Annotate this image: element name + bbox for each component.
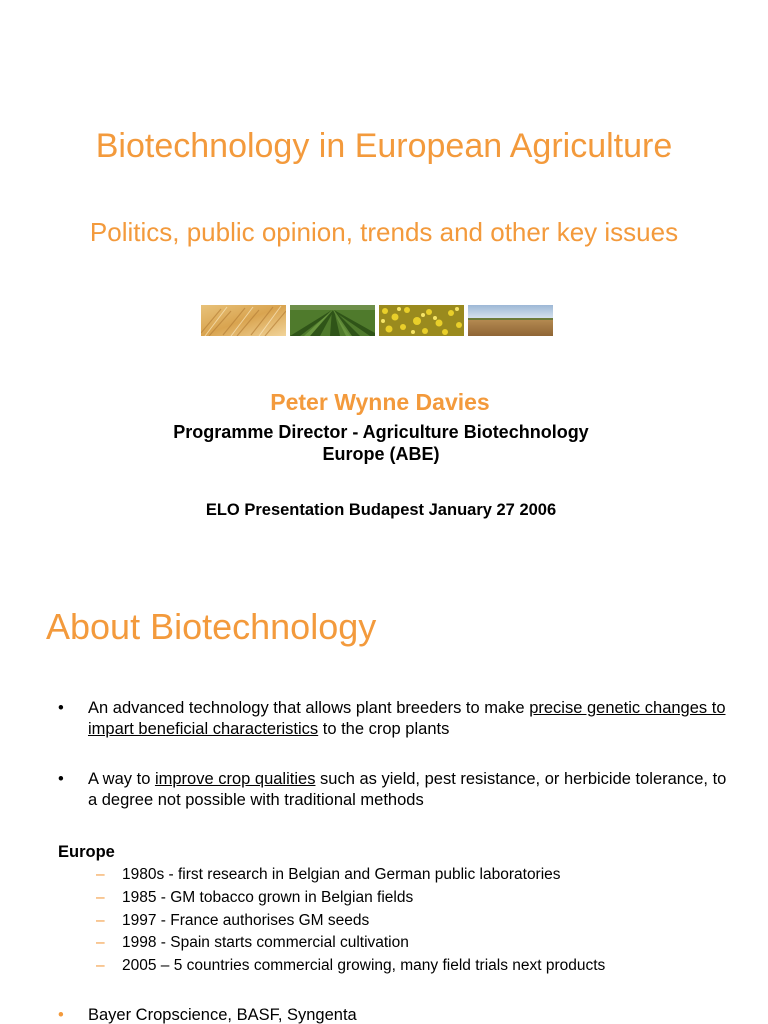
section-title: About Biotechnology: [46, 606, 377, 647]
bullet-marker: •: [58, 1006, 64, 1024]
underlined-phrase: precise genetic changes to impart beneficial characteristics: [88, 699, 726, 738]
list-item: – 1997 - France authorises GM seeds: [96, 911, 370, 929]
list-item: – 2005 – 5 countries commercial growing, many field trials next products: [96, 957, 606, 975]
wheat-field-image: [201, 305, 286, 336]
underlined-phrase: improve crop qualities: [154, 770, 316, 788]
bullet-text: An advanced technology that allows plant breeders to make precise genetic changes to impart beneficial characteristics to the crop plants: [88, 699, 726, 738]
bullet-item-companies: [58, 1005, 738, 1024]
list-item: – 1998 - Spain starts commercial cultivation: [96, 934, 409, 952]
presenter-name: Peter Wynne Davies: [270, 389, 490, 415]
list-item: – 1985 - GM tobacco grown in Belgian fields: [96, 888, 414, 906]
europe-heading: Europe: [58, 843, 115, 861]
green-crop-rows-image: [290, 305, 375, 336]
presenter-role: [0, 421, 762, 465]
slide-title: Biotechnology in European Agriculture: [95, 127, 673, 165]
bullet-text: A way to improve crop qualities such as yield, pest resistance, or herbicide tolerance, to a degree not possible with traditional methods: [88, 770, 727, 809]
field-horizon-image: [468, 305, 553, 336]
bullet-item: [58, 769, 738, 813]
presenter-role-line-1: Programme Director - Agriculture Biotechnology: [173, 422, 589, 442]
crop-image-strip: [201, 305, 553, 336]
bullet-marker: •: [58, 770, 64, 788]
bullet-item: [58, 698, 738, 742]
slide-subtitle: Politics, public opinion, trends and other key issues: [89, 217, 679, 247]
europe-timeline-list: [96, 864, 605, 978]
bullet-marker: •: [58, 699, 64, 717]
event-line: ELO Presentation Budapest January 27 2006: [205, 501, 557, 519]
list-item: – 1980s - first research in Belgian and German public laboratories: [96, 866, 561, 883]
bullet-text: Bayer Cropscience, BASF, Syngenta: [88, 1006, 357, 1024]
presenter-role-line-2: Europe (ABE): [322, 444, 440, 464]
rapeseed-flowers-image: [379, 305, 464, 336]
